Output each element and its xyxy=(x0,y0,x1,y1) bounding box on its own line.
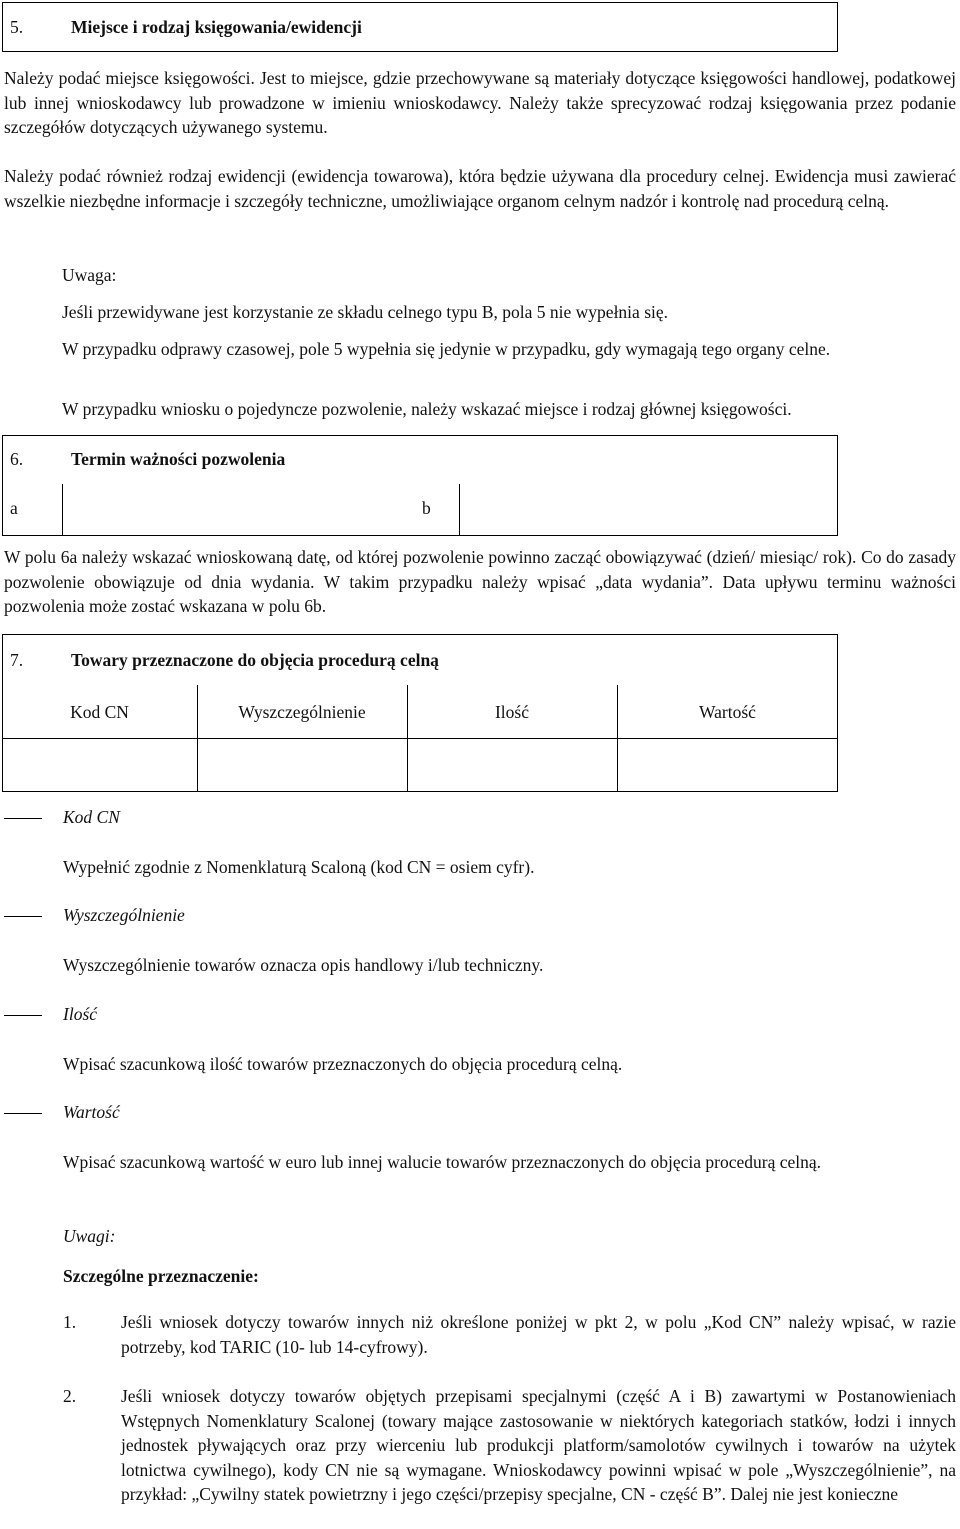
item-dash xyxy=(4,1015,42,1016)
item-label-kod-cn: Kod CN xyxy=(63,807,120,827)
item-text-wyszczegolnienie: Wyszczególnienie towarów oznacza opis handlowy i/lub techniczny. xyxy=(63,955,544,975)
item-text-ilosc: Wpisać szacunkową ilość towarów przeznaczonych do objęcia procedurą celną. xyxy=(63,1054,623,1074)
item-text-kod-cn: Wypełnić zgodnie z Nomenklaturą Scaloną (kod CN = osiem cyfr). xyxy=(63,857,535,877)
section-5-paragraph-1: Należy podać miejsce księgowości. Jest to miejsce, gdzie przechowywane są materiały dotyczące księgowości handlowej, podatkowej lub innej wnioskodawcy lub prowadzone w imieniu wnioskodawcy. Należy także sprecyzować rodzaj księgowania przez podanie szczegółów dotyczących używanego systemu. xyxy=(4,68,956,137)
item-label-ilosc: Ilość xyxy=(63,1004,98,1024)
section-7-notes-label: Uwagi: xyxy=(63,1226,116,1246)
list-number: 2. xyxy=(63,1386,77,1406)
field-6a-label: a xyxy=(10,498,18,518)
column-header-ilosc: Ilość xyxy=(494,702,530,722)
item-dash xyxy=(4,1113,42,1114)
item-text-wartosc: Wpisać szacunkową wartość w euro lub innej walucie towarów przeznaczonych do objęcia procedurą celną. xyxy=(63,1152,821,1172)
column-header-wyszczegolnienie: Wyszczególnienie xyxy=(238,702,366,722)
field-6b-divider xyxy=(459,484,460,536)
field-6a-divider xyxy=(62,484,63,536)
list-item-text: Jeśli wniosek dotyczy towarów innych niż określone poniżej w pkt 2, w polu „Kod CN” należy wpisać, w razie potrzeby, kod TARIC (10- lub 14-cyfrowy). xyxy=(121,1312,956,1357)
section-5-note-2: W przypadku odprawy czasowej, pole 5 wypełnia się jedynie w przypadku, gdy wymagają tego organy celne. xyxy=(62,339,831,359)
column-header-kod-cn: Kod CN xyxy=(70,702,129,722)
section-5-number: 5. xyxy=(10,17,24,37)
section-6-paragraph: W polu 6a należy wskazać wnioskowaną datę, od której pozwolenie powinno zacząć obowiązywać (dzień/ miesiąc/ rok). Co do zasady pozwolenie obowiązuje od dnia wydania. W takim przypadku należy wpisać „data wydania”. Data upływu terminu ważności pozwolenia może zostać wskazana w polu 6b. xyxy=(4,547,956,616)
list-number: 1. xyxy=(63,1312,77,1332)
item-dash xyxy=(4,916,42,917)
special-purpose-title: Szczególne przeznaczenie: xyxy=(63,1266,259,1286)
column-header-wartosc: Wartość xyxy=(699,702,756,722)
section-7-title: Towary przeznaczone do objęcia procedurą celną xyxy=(71,650,439,670)
list-item-text: Jeśli wniosek dotyczy towarów objętych przepisami specjalnymi (część A i B) zawartymi w Postanowieniach Wstępnych Nomenklatury Scalonej (towary mające zastosowanie w niektórych kategoriach statków, łodzi i innych jednostek pływających oraz przy wierceniu lub produkcji platform/samolotów cywilnych i towarów na użytek lotnictwa cywilnego), kody CN nie są wymagane. Wnioskodawcy powinni wpisać w pole „Wyszczególnienie”, na przykład: „Cywilny statek powietrzny i jego części/przepisy specjalne, CN - część B”. Dalej nie jest konieczne xyxy=(121,1386,956,1504)
item-label-wartosc: Wartość xyxy=(63,1102,120,1122)
section-5-title: Miejsce i rodzaj księgowania/ewidencji xyxy=(71,17,362,37)
item-label-wyszczegolnienie: Wyszczególnienie xyxy=(63,905,185,925)
section-6-title: Termin ważności pozwolenia xyxy=(71,449,286,469)
section-5-note-label: Uwaga: xyxy=(62,265,117,285)
section-7-number: 7. xyxy=(10,650,24,670)
field-6b-label: b xyxy=(422,498,431,518)
section-6-number: 6. xyxy=(10,449,24,469)
section-5-note-1: Jeśli przewidywane jest korzystanie ze składu celnego typu B, pola 5 nie wypełnia się. xyxy=(62,302,669,322)
section-5-note-3: W przypadku wniosku o pojedyncze pozwolenie, należy wskazać miejsce i rodzaj głównej księgowości. xyxy=(62,399,792,419)
section-7-row-divider xyxy=(2,738,838,739)
section-5-paragraph-2: Należy podać również rodzaj ewidencji (ewidencja towarowa), która będzie używana dla procedury celnej. Ewidencja musi zawierać wszelkie niezbędne informacje i szczegóły techniczne, umożliwiające organom celnym nadzór i kontrolę nad procedurą celną. xyxy=(4,166,956,211)
item-dash xyxy=(4,818,42,819)
